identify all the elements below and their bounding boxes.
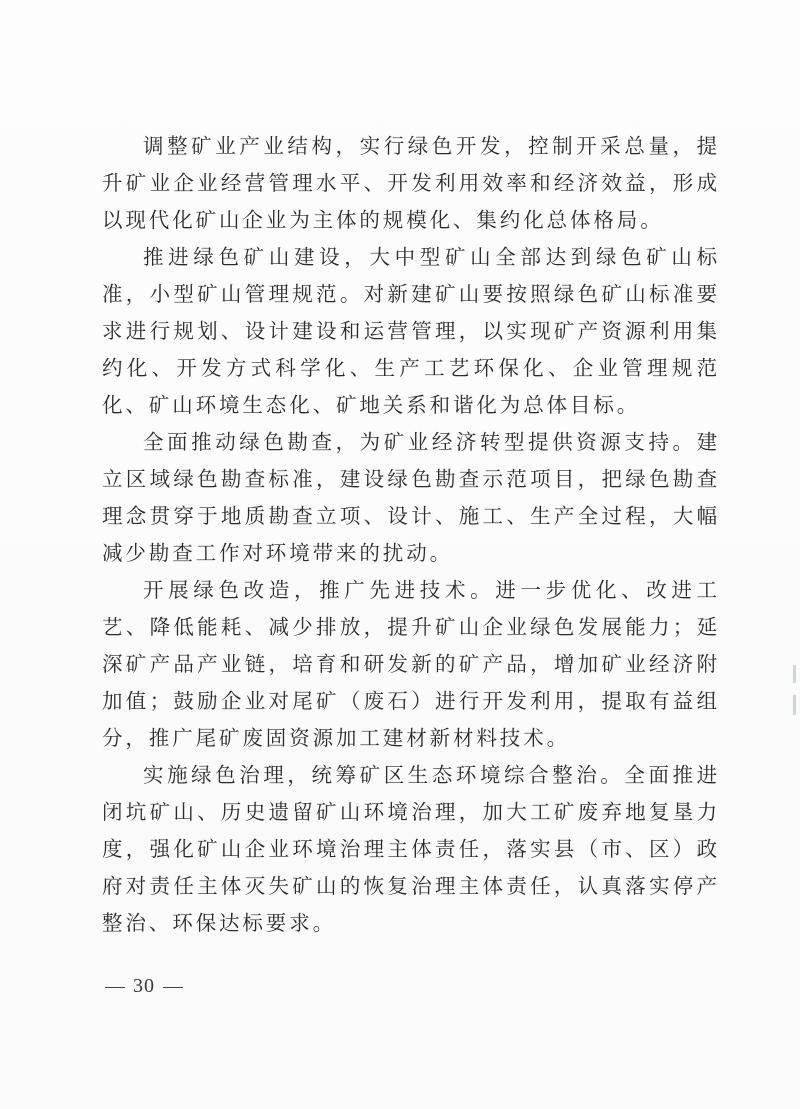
paragraph-green-transformation: 开展绿色改造，推广先进技术。进一步优化、改进工艺、降低能耗、减少排放，提升矿山企业绿色发展能力；延深矿产品产业链，培育和研发新的矿产品，增加矿业经济附加值；鼓励企业对尾矿（废石）进行开发利用，提取有益组分，推广尾矿废固资源加工建材新材料技术。 (102, 578, 720, 750)
scan-edge-mark (793, 665, 796, 683)
page-number (97, 975, 191, 998)
dash-left (105, 987, 125, 988)
paragraph-industry-structure: 调整矿业产业结构，实行绿色开发，控制开采总量，提升矿业企业经营管理水平、开发利用效率和经济效益，形成以现代化矿山企业为主体的规模化、集约化总体格局。 (102, 134, 720, 232)
paragraph-green-mine-construction: 推进绿色矿山建设，大中型矿山全部达到绿色矿山标准，小型矿山管理规范。对新建矿山要按照绿色矿山标准要求进行规划、设计建设和运营管理，以实现矿产资源利用集约化、开发方式科学化、生产工艺环保化、企业管理规范化、矿山环境生态化、矿地关系和谐化为总体目标。 (102, 245, 720, 417)
paragraph-green-exploration: 全面推动绿色勘查，为矿业经济转型提供资源支持。建立区域绿色勘查标准，建设绿色勘查示范项目，把绿色勘查理念贯穿于地质勘查立项、设计、施工、生产全过程，大幅减少勘查工作对环境带来的扰动。 (102, 430, 720, 565)
document-body (102, 128, 720, 942)
dash-right (163, 987, 183, 988)
paragraph-green-governance: 实施绿色治理，统筹矿区生态环境综合整治。全面推进闭坑矿山、历史遗留矿山环境治理，加大工矿废弃地复垦力度，强化矿山企业环境治理主体责任，落实县（市、区）政府对责任主体灭失矿山的恢复治理主体责任，认真落实停产整治、环保达标要求。 (102, 763, 720, 935)
page-number-value: 30 (133, 975, 155, 997)
scan-edge-mark (793, 695, 796, 715)
